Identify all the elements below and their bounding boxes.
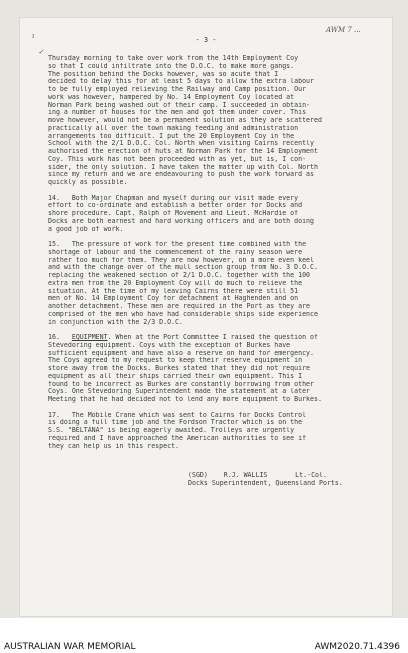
footer-institution: AUSTRALIAN WAR MEMORIAL xyxy=(4,642,136,652)
text-line: work was however, hampered by No. 14 Employment Coy located at xyxy=(48,93,295,101)
text-line: store away from the Docks. Burkes stated that they did not require xyxy=(48,365,311,372)
text-line: decided to delay this for at least 5 days to allow the extra labour xyxy=(48,78,314,86)
paragraph-number: 16. xyxy=(48,334,60,341)
text-line: sider, the only solution. I have taken the matter up with Col. North xyxy=(48,163,318,171)
text-line: arrangements too difficult. I put the 20 Employment Coy in the xyxy=(48,132,295,140)
signature-title: Docks Superintendent, Queensland Ports. xyxy=(188,479,343,487)
text-line: found to be incorrect as Burkes are constantly borrowing from other xyxy=(48,380,314,388)
text-line: School with the 2/1 D.O.C. Col. North when visiting Cairns recently xyxy=(48,140,314,148)
text-line: practically all over the town making feeding and administration xyxy=(48,124,299,132)
text-line: Stevedoring equipment. Coys with the exception of Burkes have xyxy=(48,341,291,349)
document-body xyxy=(48,55,366,450)
paragraph-17 xyxy=(48,412,366,451)
text-line: they can help us in this respect. xyxy=(48,442,180,450)
text-line: quickly as possible. xyxy=(48,179,128,186)
text-line: to be fully employed relieving the Railway and Camp position. Our xyxy=(48,86,307,93)
text-line: required and I have approached the American authorities to see if xyxy=(48,434,307,442)
text-line: Thursday morning to take over work from the 14th Employment Coy xyxy=(48,55,299,62)
text-line: and with the change over of the mull section group from No. 3 D.O.C. xyxy=(48,264,318,272)
section-heading: EQUIPMENT xyxy=(71,334,108,341)
text-line: in conjunction with the 2/3 D.O.C. xyxy=(48,318,183,326)
text-line: equipment as all their ships carried their own equipment. This I xyxy=(48,372,303,380)
paragraph-15 xyxy=(48,241,366,326)
text-line: comprised of the men who have had considerable ships side experience xyxy=(48,310,318,318)
text-line: move however, would not be a permanent solution as they are scattered xyxy=(48,117,322,124)
paragraph-13 xyxy=(48,55,366,187)
text-line: situation. At the time of my leaving Cairns there were still 51 xyxy=(48,287,299,295)
text-line: sufficient equipment and have also a reserve on hand for emergency. xyxy=(48,349,314,357)
text-line: Coys. One Stevedoring Superintendent made the statement at a later xyxy=(48,388,311,396)
text-line: 17. The Mobile Crane which was sent to Cairns for Docks Control xyxy=(48,411,307,419)
text-line: 15. The pressure of work for the present time combined with the xyxy=(48,241,307,248)
text-line: replacing the weakened section of 2/1 D.O.C. together with the 100 xyxy=(48,272,311,279)
text-line: S.S. "BELTANA" is being eagerly awaited. Trolleys are urgently xyxy=(48,427,295,434)
text-line: another detachment. These men are required in the Port as they are xyxy=(48,303,311,310)
text-line: rather too much for them. They are now however, on a more even keel xyxy=(48,256,314,264)
text-line: ing a number of houses for the men and got them under cover. This xyxy=(48,109,307,117)
page-number: - 3 - xyxy=(195,36,217,44)
signature-block xyxy=(188,472,343,488)
text-line: extra men from the 20 Employment Coy will do much to relieve the xyxy=(48,279,303,287)
text-line: The position behind the Docks however, was so acute that I xyxy=(48,70,279,78)
text-line: Norman Park being washed out of their camp. I succeeded in obtain- xyxy=(48,101,311,109)
handwritten-reference-mark: AWM 7 ... xyxy=(326,26,361,34)
paragraph-16 xyxy=(48,334,366,404)
text-line: Coy. This work has not been proceeded with as yet, but is, I con- xyxy=(48,155,307,163)
text-line: 14. Both Major Chapman and myself during our visit made every xyxy=(48,194,299,202)
paragraph-14 xyxy=(48,195,366,234)
text-line: a good job of work. xyxy=(48,225,124,233)
text-line: Docks are both earnest and hard working officers and are both doing xyxy=(48,217,314,225)
text-line: authorised the erection of huts at Norman Park for the 14 Employment xyxy=(48,148,318,155)
text-line: Meeting that he had decided not to lend any more equipment to Burkes. xyxy=(48,396,322,403)
text-fragment: . When at the Port Committee I raised the question of xyxy=(107,334,318,341)
text-line: The Coys agreed to my request to keep their reserve equipment in xyxy=(48,357,303,365)
archive-footer xyxy=(0,618,408,653)
footer-accession-number: AWM2020.71.4396 xyxy=(314,642,400,652)
text-line: is doing a full time job and the Fordson Tractor which is on the xyxy=(48,419,303,427)
text-line: men of No. 14 Employment Coy for detachment at Haghenden and on xyxy=(48,295,299,303)
text-line: since my return and we are endeavouring to push the work forward as xyxy=(48,171,314,179)
text-line-with-heading xyxy=(48,334,366,342)
signature-name: (SGD) R.J. WALLIS Lt.-Col. xyxy=(188,472,327,479)
text-line: effort to co-ordinate and establish a better order for Docks and xyxy=(48,202,303,210)
handwritten-margin-mark: ✓ xyxy=(38,48,44,56)
handwritten-tick-mark: ı xyxy=(32,32,35,40)
text-line: shore procedure. Capt. Ralph of Movement and Lieut. McHardie of xyxy=(48,210,299,217)
text-line: shortage of labour and the commencement of the rainy season were xyxy=(48,248,303,256)
text-line: so that I could infiltrate into the D.O.C. to make more gangs. xyxy=(48,62,295,70)
